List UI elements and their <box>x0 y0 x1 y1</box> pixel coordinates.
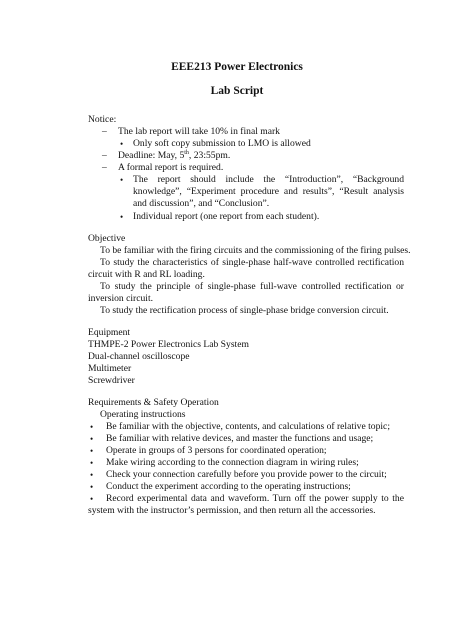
notice-item-report-sections: The report should include the “Introduction”, “Background knowledge”, “Experiment procedure and results”, “Result analysis and discussion”, and “Conclusion”. <box>133 174 404 209</box>
equipment-item: Dual-channel oscilloscope <box>88 351 190 362</box>
notice-heading: Notice: <box>88 114 117 125</box>
objective-item: To be familiar with the firing circuits and the commissioning of the firing pulses. <box>100 245 411 256</box>
dot-bullet-icon: • <box>90 482 94 492</box>
dot-bullet-icon: • <box>90 458 94 468</box>
requirement-item: Check your connection carefully before you provide power to the circuit; <box>106 469 387 480</box>
requirement-item: Conduct the experiment according to the operating instructions; <box>106 481 351 492</box>
dot-bullet-icon: • <box>120 175 124 185</box>
dot-bullet-icon: • <box>90 494 94 504</box>
requirements-heading: Requirements & Safety Operation <box>88 397 219 408</box>
dot-bullet-icon: • <box>120 212 124 222</box>
equipment-item: THMPE-2 Power Electronics Lab System <box>88 339 249 350</box>
notice-item-formal-report: A formal report is required. <box>118 162 224 173</box>
notice-item-deadline: Deadline: May, 5th, 23:55pm. <box>118 149 231 161</box>
notice-item-individual: Individual report (one report from each student). <box>133 211 320 222</box>
requirement-item: Be familiar with relative devices, and master the functions and usage; <box>106 433 374 444</box>
requirement-item: Record experimental data and waveform. Turn off the power supply to the system with the instructor’s permission, and then return all the accessories. <box>88 493 404 516</box>
objective-item: To study the principle of single-phase full-wave controlled rectification or inversion circuit. <box>88 281 404 304</box>
objective-item: To study the characteristics of single-phase half-wave controlled rectification circuit with R and RL loading. <box>88 257 404 280</box>
requirements-subheading: Operating instructions <box>100 409 186 420</box>
objective-heading: Objective <box>88 233 126 244</box>
dash-bullet-icon: – <box>102 150 107 161</box>
requirement-item: Operate in groups of 3 persons for coordinated operation; <box>106 445 327 456</box>
requirement-item: Make wiring according to the connection diagram in wiring rules; <box>106 457 359 468</box>
objective-item: To study the rectification process of single-phase bridge conversion circuit. <box>100 305 389 316</box>
dash-bullet-icon: – <box>102 126 107 137</box>
requirement-item: Be familiar with the objective, contents, and calculations of relative topic; <box>106 421 390 432</box>
dot-bullet-icon: • <box>120 139 124 149</box>
equipment-item: Screwdriver <box>88 375 135 386</box>
dot-bullet-icon: • <box>90 470 94 480</box>
notice-item-submission: Only soft copy submission to LMO is allowed <box>133 138 311 149</box>
equipment-item: Multimeter <box>88 363 132 374</box>
notice-item-grade: The lab report will take 10% in final mark <box>118 126 280 137</box>
dot-bullet-icon: • <box>90 422 94 432</box>
equipment-heading: Equipment <box>88 327 131 338</box>
dot-bullet-icon: • <box>90 434 94 444</box>
document-title: EEE213 Power Electronics <box>171 61 303 73</box>
dot-bullet-icon: • <box>90 446 94 456</box>
dash-bullet-icon: – <box>102 162 107 173</box>
document-subtitle: Lab Script <box>210 85 264 97</box>
